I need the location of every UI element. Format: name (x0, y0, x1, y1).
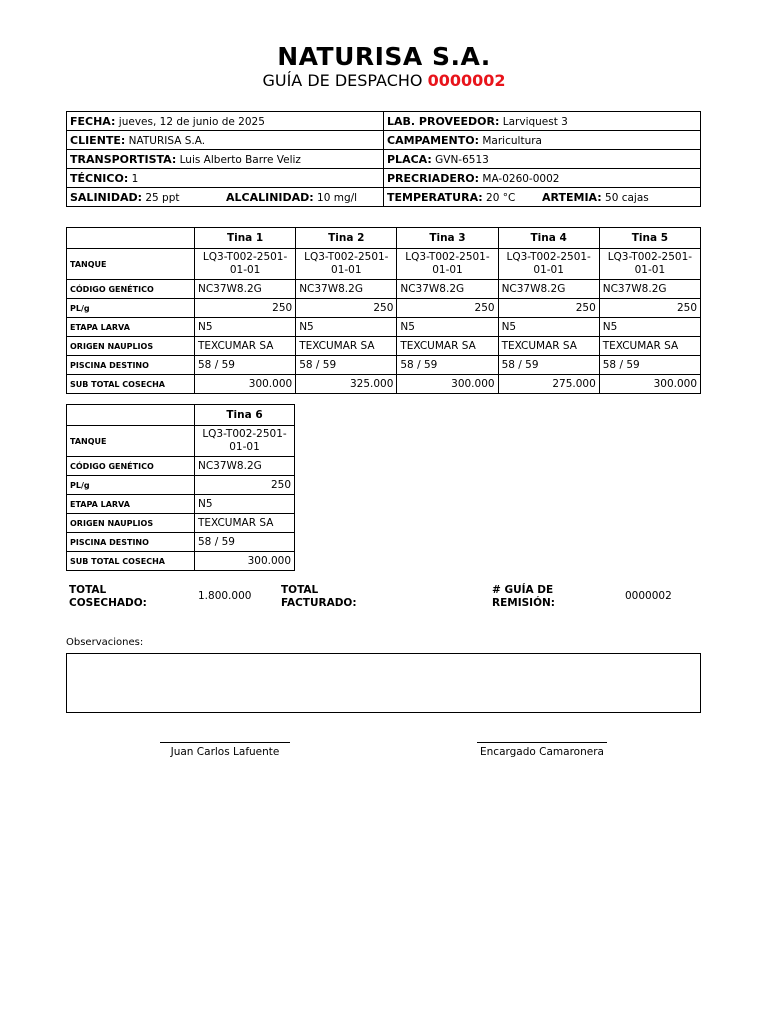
codigo-cell: NC37W8.2G (498, 280, 599, 299)
corner-cell (67, 228, 195, 249)
guia-remision-value: 0000002 (625, 590, 672, 602)
row-label: ORIGEN NAUPLIOS (67, 514, 195, 533)
document-label: GUÍA DE DESPACHO (262, 71, 423, 90)
subtotal-cell: 275.000 (498, 375, 599, 394)
tecnico-cell: TÉCNICO: 1 (67, 169, 384, 188)
codigo-cell: NC37W8.2G (195, 280, 296, 299)
origen-cell: TEXCUMAR SA (498, 337, 599, 356)
codigo-cell: NC37W8.2G (195, 457, 295, 476)
piscina-cell: 58 / 59 (195, 356, 296, 375)
placa-value: GVN-6513 (435, 153, 489, 166)
transportista-cell: TRANSPORTISTA: Luis Alberto Barre Veliz (67, 150, 384, 169)
etapa-cell: N5 (195, 318, 296, 337)
tina-header: Tina 1 (195, 228, 296, 249)
subtotal-cell: 300.000 (195, 552, 295, 571)
codigo-cell: NC37W8.2G (397, 280, 498, 299)
row-label: ORIGEN NAUPLIOS (67, 337, 195, 356)
tinas-table-2 (66, 404, 295, 571)
alcalinidad-value: 10 mg/l (317, 191, 358, 204)
total-facturado-label: TOTAL FACTURADO: (281, 584, 357, 609)
table-row (67, 495, 295, 514)
plg-cell: 250 (498, 299, 599, 318)
origen-cell: TEXCUMAR SA (195, 337, 296, 356)
table-row (67, 533, 295, 552)
plg-cell: 250 (397, 299, 498, 318)
table-row (67, 375, 701, 394)
origen-cell: TEXCUMAR SA (397, 337, 498, 356)
origen-cell: TEXCUMAR SA (599, 337, 700, 356)
lab-cell: LAB. PROVEEDOR: Larviquest 3 (384, 112, 701, 131)
observaciones-label: Observaciones: (66, 637, 144, 648)
table-row (67, 299, 701, 318)
etapa-cell: N5 (397, 318, 498, 337)
tanque-cell: LQ3-T002-2501-01-01 (397, 249, 498, 280)
subtotal-cell: 325.000 (296, 375, 397, 394)
subtotal-cell: 300.000 (599, 375, 700, 394)
plg-cell: 250 (195, 299, 296, 318)
precriadero-value: MA-0260-0002 (482, 172, 560, 185)
tina-header: Tina 3 (397, 228, 498, 249)
codigo-cell: NC37W8.2G (296, 280, 397, 299)
salinidad-alcalinidad-cell: SALINIDAD: 25 ppt ALCALINIDAD: 10 mg/l (67, 188, 384, 207)
total-cosechado-value: 1.800.000 (198, 590, 252, 602)
cliente-cell: CLIENTE: NATURISA S.A. (67, 131, 384, 150)
dispatch-info-table (66, 111, 701, 207)
tinas-table-1 (66, 227, 701, 394)
placa-cell: PLACA: GVN-6513 (384, 150, 701, 169)
artemia-value: 50 cajas (605, 191, 649, 204)
campamento-cell: CAMPAMENTO: Maricultura (384, 131, 701, 150)
codigo-cell: NC37W8.2G (599, 280, 700, 299)
plg-cell: 250 (296, 299, 397, 318)
table-row (67, 476, 295, 495)
table-row (67, 457, 295, 476)
row-label: SUB TOTAL COSECHA (67, 552, 195, 571)
transportista-value: Luis Alberto Barre Veliz (179, 153, 301, 166)
piscina-cell: 58 / 59 (599, 356, 700, 375)
row-label: ETAPA LARVA (67, 318, 195, 337)
etapa-cell: N5 (498, 318, 599, 337)
table-row (67, 514, 295, 533)
tina-header: Tina 4 (498, 228, 599, 249)
plg-cell: 250 (599, 299, 700, 318)
row-label: TANQUE (67, 426, 195, 457)
row-label: PL/g (67, 476, 195, 495)
document-subtitle (0, 71, 768, 90)
table-row (67, 552, 295, 571)
row-label: SUB TOTAL COSECHA (67, 375, 195, 394)
guia-remision-label: # GUÍA DE REMISIÓN: (492, 584, 555, 609)
etapa-cell: N5 (599, 318, 700, 337)
salinidad-value: 25 ppt (145, 191, 180, 204)
cliente-value: NATURISA S.A. (128, 134, 206, 147)
etapa-cell: N5 (195, 495, 295, 514)
lab-value: Larviquest 3 (502, 115, 568, 128)
signature-name: Encargado Camaronera (480, 746, 604, 758)
tecnico-value: 1 (131, 172, 139, 185)
table-row (67, 249, 701, 280)
document-number: 0000002 (427, 71, 506, 90)
row-label: PISCINA DESTINO (67, 356, 195, 375)
etapa-cell: N5 (296, 318, 397, 337)
row-label: CÓDIGO GENÉTICO (67, 280, 195, 299)
observaciones-box (66, 653, 701, 713)
tanque-cell: LQ3-T002-2501-01-01 (195, 426, 295, 457)
subtotal-cell: 300.000 (195, 375, 296, 394)
campamento-value: Maricultura (482, 134, 542, 147)
row-label: CÓDIGO GENÉTICO (67, 457, 195, 476)
company-title: NATURISA S.A. (277, 42, 491, 71)
totals-row (66, 584, 706, 612)
tanque-cell: LQ3-T002-2501-01-01 (599, 249, 700, 280)
piscina-cell: 58 / 59 (397, 356, 498, 375)
piscina-cell: 58 / 59 (498, 356, 599, 375)
table-row (67, 426, 295, 457)
temperatura-artemia-cell: TEMPERATURA: 20 °C ARTEMIA: 50 cajas (384, 188, 701, 207)
table-row (67, 318, 701, 337)
table-row (67, 280, 701, 299)
table-row (67, 356, 701, 375)
tanque-cell: LQ3-T002-2501-01-01 (195, 249, 296, 280)
table-row (67, 337, 701, 356)
tanque-cell: LQ3-T002-2501-01-01 (498, 249, 599, 280)
row-label: PISCINA DESTINO (67, 533, 195, 552)
temperatura-value: 20 °C (486, 191, 516, 204)
tina-header: Tina 2 (296, 228, 397, 249)
tina-header: Tina 5 (599, 228, 700, 249)
signature-name: Juan Carlos Lafuente (170, 746, 280, 758)
corner-cell (67, 405, 195, 426)
precriadero-cell: PRECRIADERO: MA-0260-0002 (384, 169, 701, 188)
fecha-value: jueves, 12 de junio de 2025 (118, 115, 265, 128)
tanque-cell: LQ3-T002-2501-01-01 (296, 249, 397, 280)
signature-right (477, 742, 607, 758)
row-label: TANQUE (67, 249, 195, 280)
row-label: ETAPA LARVA (67, 495, 195, 514)
signature-left (160, 742, 290, 758)
plg-cell: 250 (195, 476, 295, 495)
row-label: PL/g (67, 299, 195, 318)
tina-header: Tina 6 (195, 405, 295, 426)
total-cosechado-label: TOTAL COSECHADO: (69, 584, 147, 609)
origen-cell: TEXCUMAR SA (296, 337, 397, 356)
fecha-cell: FECHA: jueves, 12 de junio de 2025 (67, 112, 384, 131)
piscina-cell: 58 / 59 (195, 533, 295, 552)
subtotal-cell: 300.000 (397, 375, 498, 394)
origen-cell: TEXCUMAR SA (195, 514, 295, 533)
piscina-cell: 58 / 59 (296, 356, 397, 375)
